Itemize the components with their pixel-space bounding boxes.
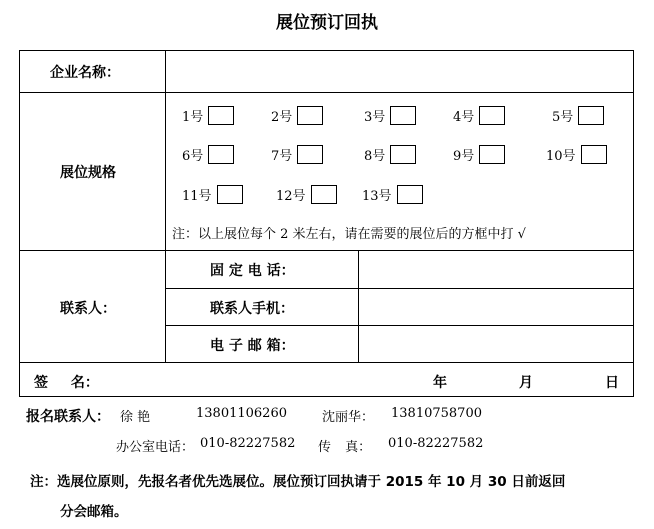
form-title: 展位预订回执 <box>276 13 378 33</box>
office-phone-label: 办公室电话： <box>116 440 195 455</box>
column-divider <box>358 250 359 362</box>
date-year-label: 年 <box>433 375 447 391</box>
booth-checkbox[interactable] <box>208 106 234 125</box>
booth-checkbox[interactable] <box>311 185 337 204</box>
company-name-field[interactable] <box>167 52 632 91</box>
booth-number: 4号 <box>453 110 475 125</box>
booth-number: 11号 <box>182 189 212 204</box>
email-field[interactable] <box>360 327 632 361</box>
booth-option <box>546 145 607 164</box>
contact-phone: 13810758700 <box>391 406 482 421</box>
column-divider <box>165 50 166 362</box>
booth-option <box>364 145 416 164</box>
row-divider <box>165 288 634 289</box>
email-label: 电 子 邮 箱： <box>210 338 295 354</box>
booth-option <box>552 106 604 125</box>
booth-option <box>364 106 416 125</box>
booth-spec-label: 展位规格 <box>60 165 116 181</box>
contact-person-label: 联系人： <box>60 301 116 317</box>
booth-number: 7号 <box>271 149 293 164</box>
booth-number: 1号 <box>182 110 204 125</box>
booth-checkbox[interactable] <box>397 185 423 204</box>
date-day-label: 日 <box>605 375 619 391</box>
booth-option <box>276 185 337 204</box>
booth-number: 12号 <box>276 189 306 204</box>
footnote: 注：选展位原则，先报名者优先选展位。展位预订回执请于 2015 年 10 月 30 日前返回 <box>30 474 566 490</box>
office-phone: 010-82227582 <box>200 436 296 451</box>
contact-name: 沈丽华： <box>322 410 375 425</box>
booth-checkbox[interactable] <box>297 106 323 125</box>
booth-checkbox[interactable] <box>581 145 607 164</box>
contact-name: 徐 艳 <box>120 410 151 425</box>
fax-number: 010-82227582 <box>388 436 484 451</box>
footnote-continued: 分会邮箱。 <box>60 504 128 520</box>
booth-number: 10号 <box>546 149 576 164</box>
booth-option <box>453 145 505 164</box>
booth-number: 13号 <box>362 189 392 204</box>
mobile-label: 联系人手机： <box>210 301 294 317</box>
row-divider <box>19 362 634 363</box>
signature-field[interactable] <box>120 364 420 396</box>
booth-note: 注：以上展位每个 2 米左右，请在需要的展位后的方框中打 √ <box>172 227 526 242</box>
booth-checkbox[interactable] <box>479 106 505 125</box>
row-divider <box>19 92 634 93</box>
landline-field[interactable] <box>360 252 632 287</box>
booth-option <box>182 185 243 204</box>
row-divider <box>165 325 634 326</box>
booth-number: 2号 <box>271 110 293 125</box>
booth-checkbox[interactable] <box>297 145 323 164</box>
signature-label: 签 名： <box>34 375 99 391</box>
date-month-label: 月 <box>519 375 533 391</box>
company-name-label: 企业名称： <box>50 65 120 81</box>
mobile-field[interactable] <box>360 290 632 324</box>
booth-number: 9号 <box>453 149 475 164</box>
booth-option <box>362 185 423 204</box>
booth-option <box>271 106 323 125</box>
booth-option <box>182 145 234 164</box>
booth-checkbox[interactable] <box>390 145 416 164</box>
row-divider <box>19 250 634 251</box>
contact-phone: 13801106260 <box>196 406 287 421</box>
booth-checkbox[interactable] <box>479 145 505 164</box>
landline-label: 固 定 电 话： <box>210 263 295 279</box>
booth-option <box>453 106 505 125</box>
booth-checkbox[interactable] <box>217 185 243 204</box>
booth-number: 6号 <box>182 149 204 164</box>
booth-number: 8号 <box>364 149 386 164</box>
registration-contact-label: 报名联系人： <box>26 409 110 425</box>
booth-checkbox[interactable] <box>390 106 416 125</box>
booth-number: 5号 <box>552 110 574 125</box>
booth-option <box>271 145 323 164</box>
booth-checkbox[interactable] <box>208 145 234 164</box>
booth-checkbox[interactable] <box>578 106 604 125</box>
booth-number: 3号 <box>364 110 386 125</box>
fax-label: 传 真： <box>318 440 372 455</box>
booth-option <box>182 106 234 125</box>
